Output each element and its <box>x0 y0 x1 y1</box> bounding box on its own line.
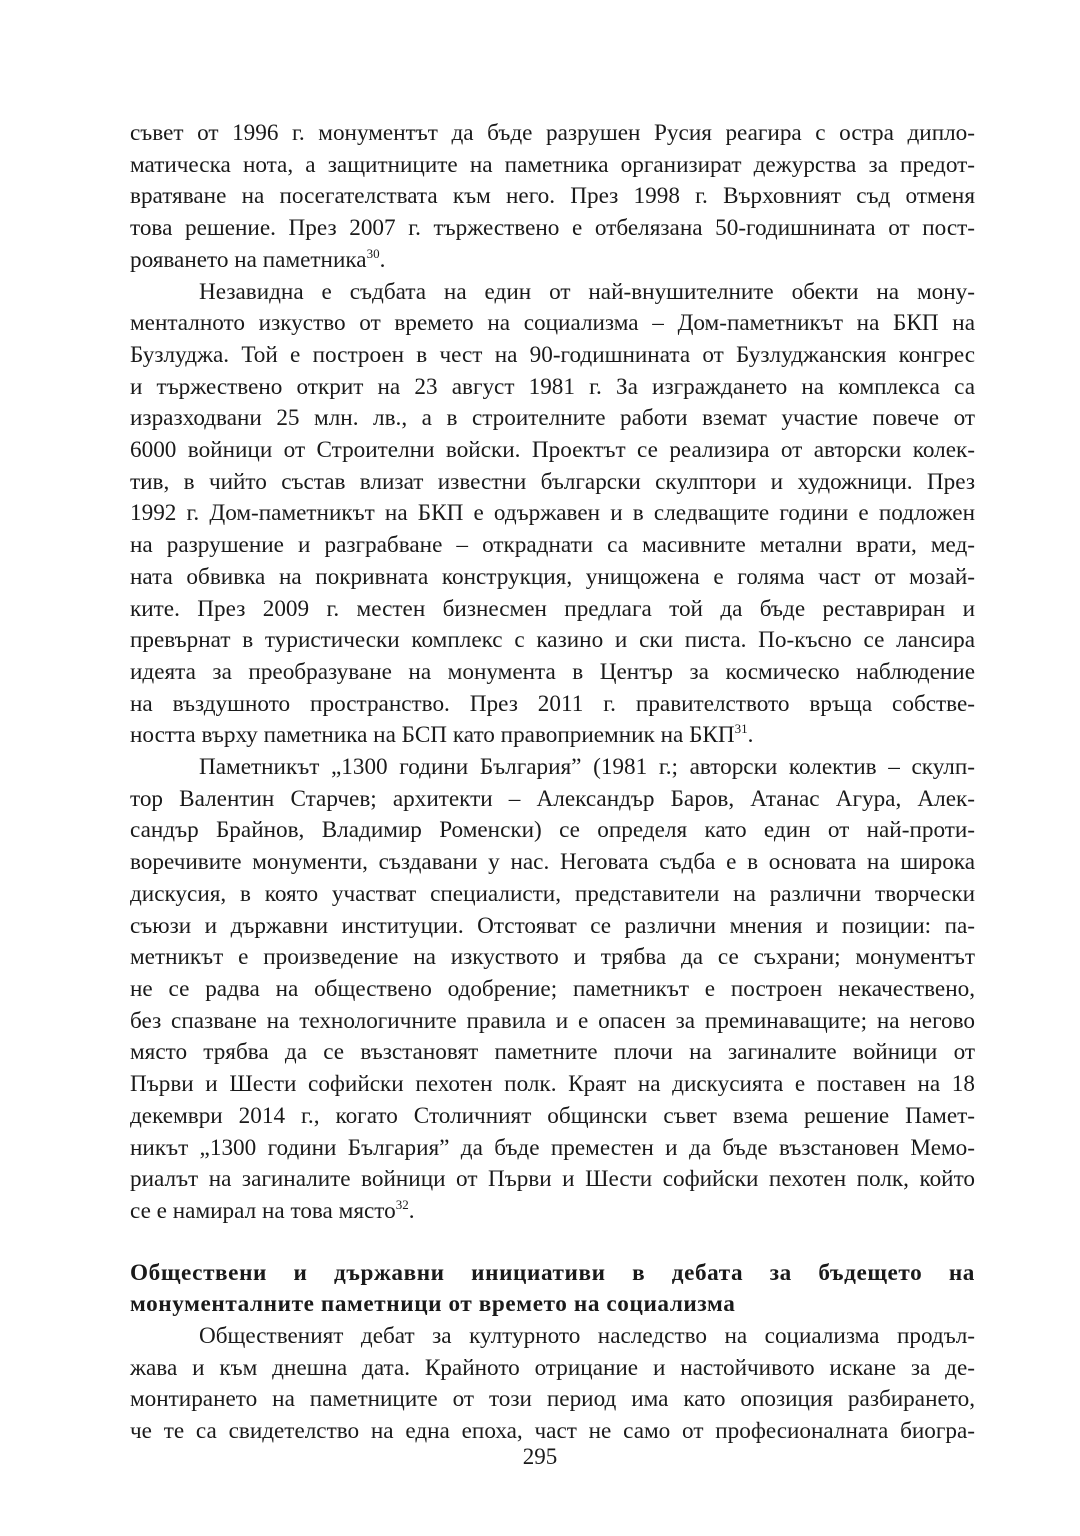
text-line <box>130 625 975 657</box>
line-text: тив, в чийто състав влизат известни български скулптори и художници. През <box>130 468 975 495</box>
footnote-marker: 32 <box>395 1196 409 1212</box>
line-text: на въздушното пространство. През 2011 г. правителството връща собстве- <box>130 690 975 717</box>
line-text: рояването на паметника <box>130 246 367 273</box>
text-line <box>130 1384 975 1416</box>
line-text: никът „1300 години България” да бъде преместен и да бъде възстановен Мемо- <box>130 1134 975 1161</box>
section-heading <box>130 1258 975 1321</box>
text-line <box>130 784 975 816</box>
text-line <box>130 942 975 974</box>
line-text: дискусия, в която участват специалисти, представители на различни творчески <box>130 880 975 907</box>
text-line <box>130 403 975 435</box>
text-line <box>130 720 975 752</box>
text-line <box>130 911 975 943</box>
text-line <box>130 435 975 467</box>
text-line <box>130 467 975 499</box>
line-text: воречивите монументи, създавани у нас. Неговата съдба е в основата на широка <box>130 849 975 876</box>
line-text: без спазване на технологичните правила и е опасен за преминаващите; на негово <box>130 1007 975 1034</box>
text-line <box>130 372 975 404</box>
line-text: се е намирал на това място <box>130 1197 396 1224</box>
line-text: ната обвивка на покривната конструкция, унищожена е голяма част от мозай- <box>130 563 975 590</box>
line-text: Първи и Шести софийски пехотен полк. Краят на дискусията е поставен на 18 <box>130 1071 975 1098</box>
line-tail: . <box>747 722 754 749</box>
line-text: метникът е произведение на изкуството и трябва да се съхрани; монументът <box>130 944 975 971</box>
page-body <box>130 118 975 1448</box>
line-tail: . <box>379 246 386 273</box>
paragraph <box>130 752 975 1228</box>
text-line <box>130 689 975 721</box>
text-line <box>130 181 975 213</box>
line-text: сандър Брайнов, Владимир Роменски) се определя като един от най-проти- <box>130 817 975 844</box>
paragraph <box>130 118 975 277</box>
line-text: 1992 г. Дом-паметникът на БКП е одържавен и в следващите години е подложен <box>130 500 975 527</box>
text-line <box>130 815 975 847</box>
text-line <box>130 1258 975 1290</box>
text-line <box>130 340 975 372</box>
text-line <box>130 879 975 911</box>
line-text: идеята за преобразуване на монумента в Център за космическо наблюдение <box>130 658 975 685</box>
text-line <box>130 1133 975 1165</box>
text-line <box>130 118 975 150</box>
line-text: монументалните паметници от времето на социализма <box>130 1291 736 1318</box>
line-text: това решение. През 2007 г. тържествено е отбелязана 50-годишнината от пост- <box>130 215 975 242</box>
text-line <box>130 1353 975 1385</box>
text-line <box>130 1164 975 1196</box>
line-text: тор Валентин Старчев; архитекти – Александър Баров, Атанас Агура, Алек- <box>130 785 975 812</box>
line-text: превърнат в туристически комплекс с казино и ски писта. По-късно се лансира <box>130 627 975 654</box>
page-number: 295 <box>522 1444 558 1469</box>
line-text: матическа нота, а защитниците на паметника организират дежурства за предот- <box>130 151 975 178</box>
line-text: и тържествено открит на 23 август 1981 г. За изграждането на комплекса са <box>130 373 975 400</box>
line-text: Паметникът „1300 години България” (1981 г.; авторски колектив – скулп- <box>199 754 975 781</box>
text-line <box>130 1101 975 1133</box>
text-line <box>130 277 975 309</box>
line-text: вратяване на посегателствата към него. През 1998 г. Върховният съд отменя <box>130 183 975 210</box>
line-text: ността върху паметника на БСП като правоприемник на БКП <box>130 722 735 749</box>
line-text: изразходвани 25 млн. лв., а в строителните работи вземат участие повече от <box>130 405 975 432</box>
line-text: менталното изкуство от времето на социализма – Дом-паметникът на БКП на <box>130 310 975 337</box>
paragraph <box>130 277 975 753</box>
line-text: Общественият дебат за културното наследство на социализма продъл- <box>199 1323 975 1350</box>
line-text: 6000 войници от Строителни войски. Проектът се реализира от авторски колек- <box>130 437 975 464</box>
text-line <box>130 847 975 879</box>
line-tail: . <box>408 1197 415 1224</box>
text-line <box>130 1196 975 1228</box>
text-line <box>130 150 975 182</box>
text-line <box>130 1289 975 1321</box>
text-line <box>130 1069 975 1101</box>
final-paragraph <box>130 1321 975 1448</box>
text-line <box>130 974 975 1006</box>
line-text: монтирането на паметниците от този период има като опозиция разбирането, <box>130 1386 975 1413</box>
text-line <box>130 1037 975 1069</box>
text-line <box>130 308 975 340</box>
line-text: не се радва на обществено одобрение; паметникът е построен некачествено, <box>130 975 975 1002</box>
body-paragraphs <box>130 118 975 1228</box>
text-line <box>130 657 975 689</box>
line-text: съвет от 1996 г. монументът да бъде разрушен Русия реагира с остра дипло- <box>130 120 975 146</box>
paragraph <box>130 1321 975 1448</box>
line-text: Незавидна е съдбата на един от най-внушителните обекти на мону- <box>199 278 975 305</box>
footnote-marker: 30 <box>366 245 380 261</box>
line-text: Бузлуджа. Той е построен в чест на 90-годишнината от Бузлуджанския конгрес <box>130 341 975 368</box>
text-line <box>130 1006 975 1038</box>
line-text: съюзи и държавни институции. Отстояват се различни мнения и позиции: па- <box>130 912 975 939</box>
line-text: на разрушение и разграбване – откраднати са масивните метални врати, мед- <box>130 532 975 559</box>
text-line <box>130 562 975 594</box>
section-gap <box>130 1228 975 1258</box>
line-text: място трябва да се възстановят паметните плочи на загиналите войници от <box>130 1039 975 1066</box>
text-line <box>130 1321 975 1353</box>
line-text: риалът на загиналите войници от Първи и Шести софийски пехотен полк, който <box>130 1166 975 1193</box>
text-line <box>130 245 975 277</box>
line-text: че те са свидетелство на една епоха, част не само от професионалната биогра- <box>130 1418 975 1445</box>
line-text: декември 2014 г., когато Столичният общински съвет взема решение Памет- <box>130 1102 975 1129</box>
text-line <box>130 213 975 245</box>
heading-text <box>130 1258 975 1321</box>
text-line <box>130 498 975 530</box>
footnote-marker: 31 <box>734 721 748 737</box>
text-line <box>130 530 975 562</box>
text-line <box>130 594 975 626</box>
line-text: жава и към днешна дата. Крайното отрицание и настойчивото искане за де- <box>130 1354 975 1381</box>
line-text: Обществени и държавни инициативи в дебата за бъдещето на <box>130 1259 975 1286</box>
line-text: ките. През 2009 г. местен бизнесмен предлага той да бъде реставриран и <box>130 595 975 622</box>
text-line <box>130 752 975 784</box>
